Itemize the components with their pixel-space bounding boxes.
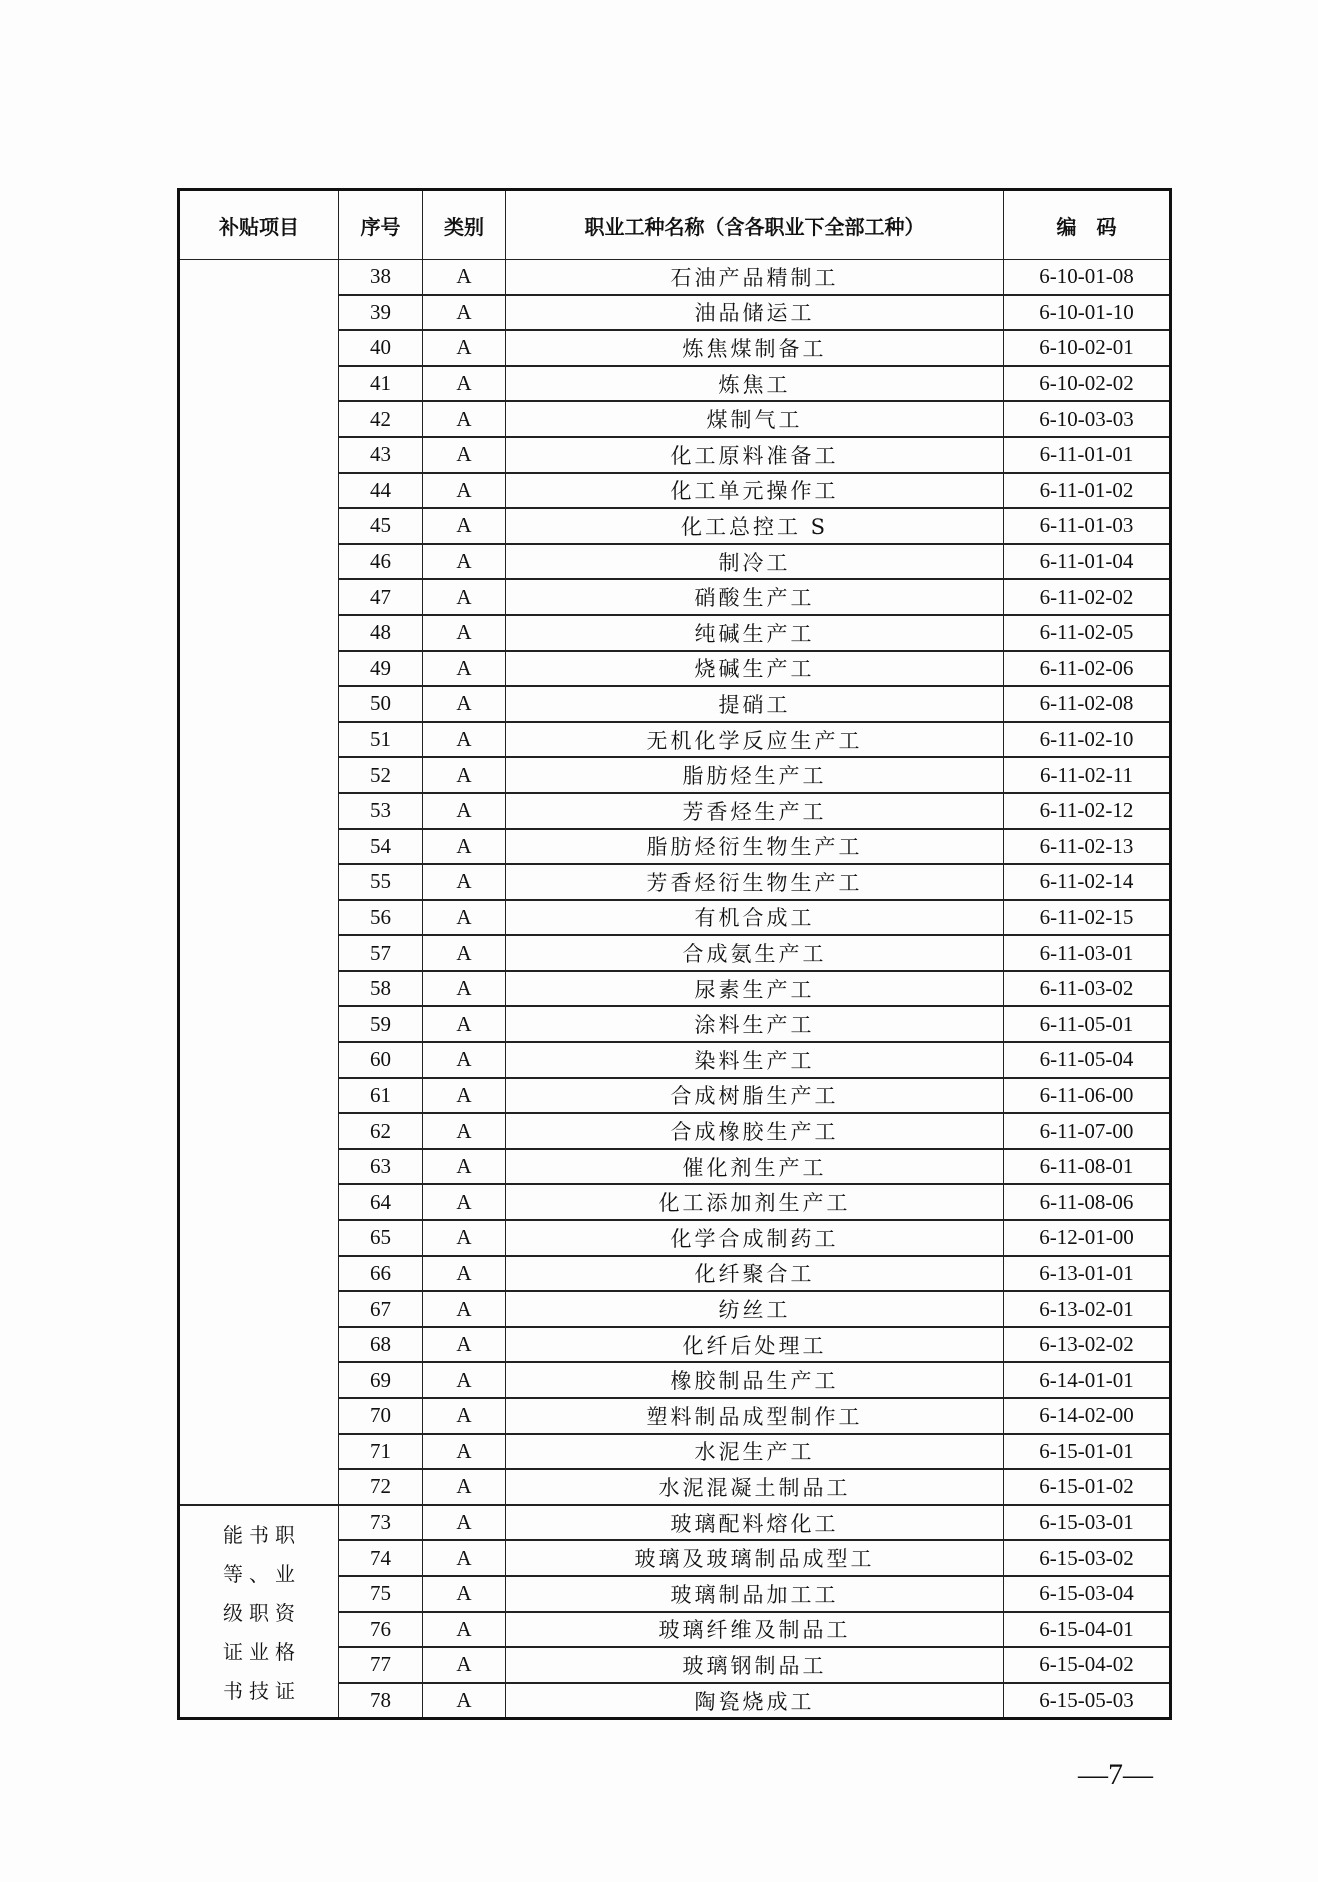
header-category: 类别 <box>423 190 506 260</box>
code-cell: 6-15-04-02 <box>1004 1647 1171 1683</box>
serial-no-cell: 49 <box>339 651 423 687</box>
category-cell: A <box>423 1398 506 1434</box>
code-cell: 6-11-02-08 <box>1004 686 1171 722</box>
table-body <box>179 260 1171 1719</box>
occupation-name-cell: 玻璃制品加工工 <box>506 1576 1004 1612</box>
occupation-name-cell: 合成氨生产工 <box>506 935 1004 971</box>
occupation-name-cell: 纯碱生产工 <box>506 615 1004 651</box>
serial-no-cell: 40 <box>339 330 423 366</box>
serial-no-cell: 62 <box>339 1113 423 1149</box>
table-header-row <box>179 190 1171 260</box>
subsidy-item-char: 证 <box>275 1679 295 1704</box>
category-cell: A <box>423 1256 506 1292</box>
occupation-name-cell: 炼焦工 <box>506 366 1004 402</box>
serial-no-cell: 41 <box>339 366 423 402</box>
serial-no-cell: 74 <box>339 1540 423 1576</box>
category-cell: A <box>423 473 506 509</box>
occupation-name-cell: 烧碱生产工 <box>506 651 1004 687</box>
serial-no-cell: 44 <box>339 473 423 509</box>
subsidy-item-char: 、 <box>249 1562 269 1587</box>
serial-no-cell: 47 <box>339 579 423 615</box>
code-cell: 6-10-02-02 <box>1004 366 1171 402</box>
category-cell: A <box>423 864 506 900</box>
occupation-name-cell: 化工总控工 S <box>506 508 1004 544</box>
serial-no-cell: 51 <box>339 722 423 758</box>
serial-no-cell: 70 <box>339 1398 423 1434</box>
serial-no-cell: 46 <box>339 544 423 580</box>
serial-no-cell: 73 <box>339 1505 423 1541</box>
occupation-name-cell: 提硝工 <box>506 686 1004 722</box>
occupation-name-cell: 化工原料准备工 <box>506 437 1004 473</box>
serial-no-cell: 57 <box>339 935 423 971</box>
page-number: —7— <box>1078 1758 1153 1791</box>
serial-no-cell: 72 <box>339 1469 423 1505</box>
code-cell: 6-11-01-03 <box>1004 508 1171 544</box>
category-cell: A <box>423 1042 506 1078</box>
code-cell: 6-14-01-01 <box>1004 1362 1171 1398</box>
subsidy-item-char: 书 <box>249 1523 269 1548</box>
code-cell: 6-15-04-01 <box>1004 1612 1171 1648</box>
category-cell: A <box>423 1220 506 1256</box>
code-cell: 6-11-02-14 <box>1004 864 1171 900</box>
category-cell: A <box>423 1149 506 1185</box>
occupation-name-cell: 化学合成制药工 <box>506 1220 1004 1256</box>
code-cell: 6-11-01-01 <box>1004 437 1171 473</box>
serial-no-cell: 50 <box>339 686 423 722</box>
category-cell: A <box>423 544 506 580</box>
serial-no-cell: 43 <box>339 437 423 473</box>
code-cell: 6-15-03-01 <box>1004 1505 1171 1541</box>
occupation-name-cell: 尿素生产工 <box>506 971 1004 1007</box>
occupation-name-cell: 有机合成工 <box>506 900 1004 936</box>
category-cell: A <box>423 260 506 295</box>
occupation-name-cell: 玻璃配料熔化工 <box>506 1505 1004 1541</box>
subsidy-item-char: 等 <box>223 1562 243 1587</box>
subsidy-item-char: 书 <box>223 1679 243 1704</box>
category-cell: A <box>423 1505 506 1541</box>
occupation-subsidy-table <box>177 188 1172 1720</box>
code-cell: 6-11-02-10 <box>1004 722 1171 758</box>
occupation-name-cell: 无机化学反应生产工 <box>506 722 1004 758</box>
occupation-name-cell: 纺丝工 <box>506 1291 1004 1327</box>
category-cell: A <box>423 1434 506 1470</box>
serial-no-cell: 53 <box>339 793 423 829</box>
category-cell: A <box>423 971 506 1007</box>
code-cell: 6-10-02-01 <box>1004 330 1171 366</box>
category-cell: A <box>423 829 506 865</box>
serial-no-cell: 60 <box>339 1042 423 1078</box>
category-cell: A <box>423 437 506 473</box>
category-cell: A <box>423 295 506 331</box>
serial-no-cell: 38 <box>339 260 423 295</box>
subsidy-item-char: 级 <box>223 1601 243 1626</box>
code-cell: 6-11-03-02 <box>1004 971 1171 1007</box>
subsidy-item-char: 技 <box>249 1679 269 1704</box>
occupation-name-cell: 化纤后处理工 <box>506 1327 1004 1363</box>
category-cell: A <box>423 1362 506 1398</box>
category-cell: A <box>423 1291 506 1327</box>
serial-no-cell: 54 <box>339 829 423 865</box>
occupation-name-cell: 合成橡胶生产工 <box>506 1113 1004 1149</box>
category-cell: A <box>423 1078 506 1114</box>
subsidy-item-vertical-text <box>220 1519 298 1704</box>
category-cell: A <box>423 579 506 615</box>
category-cell: A <box>423 1576 506 1612</box>
occupation-name-cell: 涂料生产工 <box>506 1006 1004 1042</box>
code-cell: 6-11-02-05 <box>1004 615 1171 651</box>
serial-no-cell: 42 <box>339 401 423 437</box>
category-cell: A <box>423 651 506 687</box>
occupation-name-cell: 合成树脂生产工 <box>506 1078 1004 1114</box>
occupation-name-cell: 化工添加剂生产工 <box>506 1184 1004 1220</box>
occupation-name-cell: 芳香烃生产工 <box>506 793 1004 829</box>
category-cell: A <box>423 1006 506 1042</box>
occupation-name-cell: 脂肪烃衍生物生产工 <box>506 829 1004 865</box>
occupation-name-cell: 玻璃钢制品工 <box>506 1647 1004 1683</box>
code-cell: 6-11-05-04 <box>1004 1042 1171 1078</box>
serial-no-cell: 56 <box>339 900 423 936</box>
category-cell: A <box>423 722 506 758</box>
category-cell: A <box>423 1612 506 1648</box>
occupation-name-cell: 化纤聚合工 <box>506 1256 1004 1292</box>
category-cell: A <box>423 1469 506 1505</box>
subsidy-item-char: 职 <box>275 1523 295 1548</box>
occupation-name-cell: 玻璃及玻璃制品成型工 <box>506 1540 1004 1576</box>
serial-no-cell: 69 <box>339 1362 423 1398</box>
code-cell: 6-11-03-01 <box>1004 935 1171 971</box>
serial-no-cell: 76 <box>339 1612 423 1648</box>
category-cell: A <box>423 1184 506 1220</box>
code-cell: 6-15-01-02 <box>1004 1469 1171 1505</box>
subsidy-item-char: 业 <box>275 1562 295 1587</box>
code-cell: 6-13-02-02 <box>1004 1327 1171 1363</box>
category-cell: A <box>423 935 506 971</box>
table-row <box>179 1505 1171 1541</box>
occupation-name-cell: 炼焦煤制备工 <box>506 330 1004 366</box>
serial-no-cell: 52 <box>339 757 423 793</box>
occupation-name-cell: 芳香烃衍生物生产工 <box>506 864 1004 900</box>
serial-no-cell: 68 <box>339 1327 423 1363</box>
header-subsidy-item: 补贴项目 <box>179 190 339 260</box>
serial-no-cell: 67 <box>339 1291 423 1327</box>
code-cell: 6-10-01-10 <box>1004 295 1171 331</box>
serial-no-cell: 66 <box>339 1256 423 1292</box>
category-cell: A <box>423 900 506 936</box>
subsidy-item-cell <box>179 1505 339 1719</box>
occupation-name-cell: 玻璃纤维及制品工 <box>506 1612 1004 1648</box>
serial-no-cell: 71 <box>339 1434 423 1470</box>
code-cell: 6-11-06-00 <box>1004 1078 1171 1114</box>
category-cell: A <box>423 1540 506 1576</box>
occupation-name-cell: 橡胶制品生产工 <box>506 1362 1004 1398</box>
category-cell: A <box>423 330 506 366</box>
header-serial-no: 序号 <box>339 190 423 260</box>
code-cell: 6-10-01-08 <box>1004 260 1171 295</box>
category-cell: A <box>423 686 506 722</box>
occupation-name-cell: 染料生产工 <box>506 1042 1004 1078</box>
category-cell: A <box>423 508 506 544</box>
category-cell: A <box>423 1683 506 1719</box>
occupation-name-cell: 脂肪烃生产工 <box>506 757 1004 793</box>
serial-no-cell: 48 <box>339 615 423 651</box>
serial-no-cell: 61 <box>339 1078 423 1114</box>
subsidy-item-char: 职 <box>249 1601 269 1626</box>
code-cell: 6-11-02-02 <box>1004 579 1171 615</box>
code-cell: 6-11-02-13 <box>1004 829 1171 865</box>
occupation-name-cell: 陶瓷烧成工 <box>506 1683 1004 1719</box>
serial-no-cell: 63 <box>339 1149 423 1185</box>
occupation-name-cell: 塑料制品成型制作工 <box>506 1398 1004 1434</box>
occupation-name-cell: 硝酸生产工 <box>506 579 1004 615</box>
code-cell: 6-11-07-00 <box>1004 1113 1171 1149</box>
category-cell: A <box>423 366 506 402</box>
code-cell: 6-13-01-01 <box>1004 1256 1171 1292</box>
code-cell: 6-15-03-02 <box>1004 1540 1171 1576</box>
serial-no-cell: 65 <box>339 1220 423 1256</box>
occupation-name-cell: 水泥混凝土制品工 <box>506 1469 1004 1505</box>
code-cell: 6-14-02-00 <box>1004 1398 1171 1434</box>
occupation-name-cell: 催化剂生产工 <box>506 1149 1004 1185</box>
code-cell: 6-11-01-04 <box>1004 544 1171 580</box>
serial-no-cell: 55 <box>339 864 423 900</box>
occupation-name-cell: 石油产品精制工 <box>506 260 1004 295</box>
header-occupation-name: 职业工种名称（含各职业下全部工种） <box>506 190 1004 260</box>
subsidy-item-char: 业 <box>249 1640 269 1665</box>
category-cell: A <box>423 615 506 651</box>
occupation-name-cell: 煤制气工 <box>506 401 1004 437</box>
category-cell: A <box>423 757 506 793</box>
serial-no-cell: 77 <box>339 1647 423 1683</box>
serial-no-cell: 75 <box>339 1576 423 1612</box>
category-cell: A <box>423 793 506 829</box>
serial-no-cell: 64 <box>339 1184 423 1220</box>
code-cell: 6-11-02-06 <box>1004 651 1171 687</box>
serial-no-cell: 39 <box>339 295 423 331</box>
serial-no-cell: 45 <box>339 508 423 544</box>
code-cell: 6-11-08-06 <box>1004 1184 1171 1220</box>
subsidy-item-cell-empty <box>179 260 339 1505</box>
code-cell: 6-15-05-03 <box>1004 1683 1171 1719</box>
code-cell: 6-11-02-15 <box>1004 900 1171 936</box>
code-cell: 6-15-03-04 <box>1004 1576 1171 1612</box>
code-cell: 6-15-01-01 <box>1004 1434 1171 1470</box>
serial-no-cell: 59 <box>339 1006 423 1042</box>
subsidy-item-char: 能 <box>223 1523 243 1548</box>
occupation-name-cell: 化工单元操作工 <box>506 473 1004 509</box>
serial-no-cell: 58 <box>339 971 423 1007</box>
category-cell: A <box>423 1647 506 1683</box>
code-cell: 6-10-03-03 <box>1004 401 1171 437</box>
code-cell: 6-11-02-12 <box>1004 793 1171 829</box>
code-cell: 6-11-02-11 <box>1004 757 1171 793</box>
header-code: 编 码 <box>1004 190 1171 260</box>
table-row <box>179 260 1171 295</box>
category-cell: A <box>423 401 506 437</box>
occupation-name-cell: 制冷工 <box>506 544 1004 580</box>
subsidy-item-char: 资 <box>275 1601 295 1626</box>
occupation-name-cell: 油品储运工 <box>506 295 1004 331</box>
category-cell: A <box>423 1113 506 1149</box>
code-cell: 6-11-01-02 <box>1004 473 1171 509</box>
code-cell: 6-11-05-01 <box>1004 1006 1171 1042</box>
serial-no-cell: 78 <box>339 1683 423 1719</box>
category-cell: A <box>423 1327 506 1363</box>
code-cell: 6-12-01-00 <box>1004 1220 1171 1256</box>
subsidy-item-char: 格 <box>275 1640 295 1665</box>
subsidy-item-char: 证 <box>223 1640 243 1665</box>
code-cell: 6-11-08-01 <box>1004 1149 1171 1185</box>
occupation-name-cell: 水泥生产工 <box>506 1434 1004 1470</box>
code-cell: 6-13-02-01 <box>1004 1291 1171 1327</box>
